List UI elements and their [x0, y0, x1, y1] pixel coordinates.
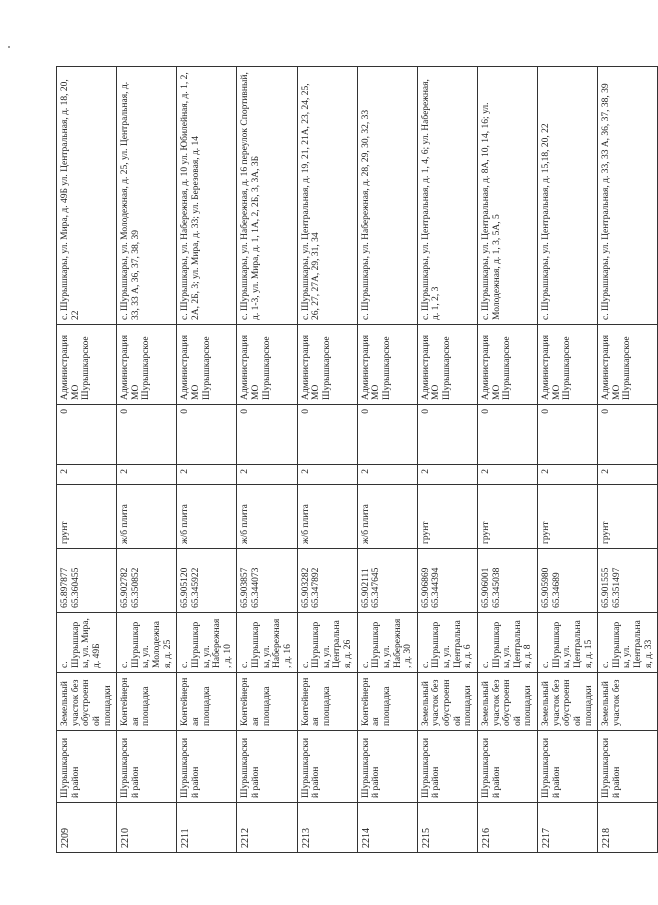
address-cell: с. Шурышкары, ул. Центральная, д. 33: [598, 613, 658, 673]
row-number: 2211: [177, 803, 237, 853]
container-count-cell: 2: [417, 465, 477, 485]
rotated-table-wrapper: [56, 67, 654, 853]
coordinates-cell: 65.902111 65.347645: [357, 549, 417, 613]
address-cell: с. Шурышкары, ул. Центральная, д. 6: [417, 613, 477, 673]
surface-cell: ж/б плита: [357, 485, 417, 549]
owner-cell: Администрация МО Шурышкарское: [177, 325, 237, 405]
volume-cell: 0: [57, 405, 117, 465]
district-cell: Шурышкарский район: [538, 731, 598, 803]
site-type-cell: Контейнерная площадка: [297, 673, 357, 731]
district-cell: Шурышкарский район: [177, 731, 237, 803]
table-row: [297, 67, 357, 853]
table-row: [357, 67, 417, 853]
coordinates-cell: 65.905120 65.345922: [177, 549, 237, 613]
container-count-cell: 2: [57, 465, 117, 485]
surface-cell: ж/б плита: [297, 485, 357, 549]
container-count-cell: 2: [237, 465, 297, 485]
container-count-cell: 2: [177, 465, 237, 485]
surface-cell: грунт: [477, 485, 537, 549]
served-addresses-cell: с. Шурышкары, ул. Центральная, д. 15,18, 20, 22: [538, 67, 598, 325]
surface-cell: ж/б плита: [117, 485, 177, 549]
container-count-cell: 2: [598, 465, 658, 485]
address-cell: с. Шурышкары, ул. Мира, д. 49Б: [57, 613, 117, 673]
site-type-cell: Контейнерная площадка: [177, 673, 237, 731]
coordinates-cell: 65.901555 65.351497: [598, 549, 658, 613]
waste-sites-table: [56, 66, 658, 853]
address-cell: с. Шурышкары, ул. Молодежная, д. 25: [117, 613, 177, 673]
surface-cell: ж/б плита: [237, 485, 297, 549]
district-cell: Шурышкарский район: [417, 731, 477, 803]
row-number: 2215: [417, 803, 477, 853]
surface-cell: грунт: [57, 485, 117, 549]
coordinates-cell: 65.906001 65.345038: [477, 549, 537, 613]
site-type-cell: Контейнерная площадка: [237, 673, 297, 731]
site-type-cell: Земельный участок без: [598, 673, 658, 731]
owner-cell: Администрация МО Шурышкарское: [117, 325, 177, 405]
table-row: [57, 67, 117, 853]
address-cell: с. Шурышкары, ул. Центральная, д. 8: [477, 613, 537, 673]
site-type-cell: Земельный участок без обустроенной площадки: [477, 673, 537, 731]
served-addresses-cell: с. Шурышкары, ул. Центральная, д. 1, 4, 6; ул. Набережная, д. 1, 2, 3: [417, 67, 477, 325]
coordinates-cell: 65.905980 65.34689: [538, 549, 598, 613]
served-addresses-cell: с. Шурышкары, ул. Центральная, д. 33, 33 А, 36, 37, 38, 39: [598, 67, 658, 325]
address-cell: с. Шурышкары, ул. Набережная, д. 30: [357, 613, 417, 673]
row-number: 2210: [117, 803, 177, 853]
table-row: [598, 67, 658, 853]
surface-cell: ж/б плита: [177, 485, 237, 549]
coordinates-cell: 65.903857 65.344073: [237, 549, 297, 613]
container-count-cell: 2: [297, 465, 357, 485]
coordinates-cell: 65.897877 65.360455: [57, 549, 117, 613]
district-cell: Шурышкарский район: [297, 731, 357, 803]
row-number: 2209: [57, 803, 117, 853]
table-row: [117, 67, 177, 853]
container-count-cell: 2: [117, 465, 177, 485]
owner-cell: Администрация МО Шурышкарское: [477, 325, 537, 405]
owner-cell: Администрация МО Шурышкарское: [538, 325, 598, 405]
table-row: [477, 67, 537, 853]
table-row: [538, 67, 598, 853]
owner-cell: Администрация МО Шурышкарское: [417, 325, 477, 405]
volume-cell: 0: [477, 405, 537, 465]
surface-cell: грунт: [417, 485, 477, 549]
volume-cell: 0: [538, 405, 598, 465]
row-number: 2218: [598, 803, 658, 853]
served-addresses-cell: с. Шурышкары, ул. Мира, д. 49Б ул. Центральная, д. 18, 20, 22: [57, 67, 117, 325]
owner-cell: Администрация МО Шурышкарское: [57, 325, 117, 405]
coordinates-cell: 65.902782 65.350852: [117, 549, 177, 613]
container-count-cell: 2: [357, 465, 417, 485]
site-type-cell: Земельный участок без обустроенной площадки: [57, 673, 117, 731]
container-count-cell: 2: [477, 465, 537, 485]
volume-cell: 0: [417, 405, 477, 465]
table-row: [417, 67, 477, 853]
site-type-cell: Контейнерная площадка: [357, 673, 417, 731]
row-number: 2216: [477, 803, 537, 853]
container-count-cell: 2: [538, 465, 598, 485]
address-cell: с. Шурышкары, ул. Набережная, д. 10: [177, 613, 237, 673]
served-addresses-cell: с. Шурышкары, ул. Набережная, д. 10 ул. Юбилейная, д. 1, 2, 2А, 2Б, 3; ул. Мира, д. 33; ул. Березовая, д. 14: [177, 67, 237, 325]
row-number: 2214: [357, 803, 417, 853]
volume-cell: 0: [297, 405, 357, 465]
owner-cell: Администрация МО Шурышкарское: [237, 325, 297, 405]
district-cell: Шурышкарский район: [357, 731, 417, 803]
coordinates-cell: 65.903282 65.347892: [297, 549, 357, 613]
volume-cell: 0: [117, 405, 177, 465]
row-number: 2217: [538, 803, 598, 853]
site-type-cell: Земельный участок без обустроенной площадки: [538, 673, 598, 731]
site-type-cell: Земельный участок без обустроенной площадки: [417, 673, 477, 731]
coordinates-cell: 65.906869 65.344394: [417, 549, 477, 613]
volume-cell: 0: [357, 405, 417, 465]
address-cell: с. Шурышкары, ул. Набережная, д. 16: [237, 613, 297, 673]
row-number: 2213: [297, 803, 357, 853]
served-addresses-cell: с. Шурышкары, ул. Набережная, д. 16 переулок Спортивный, д. 1-3, ул. Мира, д. 1, 1А, 2, 2Б, 3, 3А, 3Б: [237, 67, 297, 325]
table-row: [177, 67, 237, 853]
volume-cell: 0: [177, 405, 237, 465]
address-cell: с. Шурышкары, ул. Центральная, д. 15: [538, 613, 598, 673]
volume-cell: 0: [598, 405, 658, 465]
district-cell: Шурышкарский район: [117, 731, 177, 803]
owner-cell: Администрация МО Шурышкарское: [357, 325, 417, 405]
district-cell: Шурышкарский район: [57, 731, 117, 803]
table-row: [237, 67, 297, 853]
surface-cell: грунт: [598, 485, 658, 549]
district-cell: Шурышкарский район: [598, 731, 658, 803]
row-number: 2212: [237, 803, 297, 853]
scan-artifact: [8, 46, 10, 48]
served-addresses-cell: с. Шурышкары, ул. Набережная, д. 28, 29, 30, 32, 33: [357, 67, 417, 325]
site-type-cell: Контейнерная площадка: [117, 673, 177, 731]
district-cell: Шурышкарский район: [477, 731, 537, 803]
surface-cell: грунт: [538, 485, 598, 549]
served-addresses-cell: с. Шурышкары, ул. Центральная, д. 19, 21, 21А, 23, 24, 25, 26, 27, 27А, 29, 31, 34: [297, 67, 357, 325]
district-cell: Шурышкарский район: [237, 731, 297, 803]
owner-cell: Администрация МО Шурышкарское: [598, 325, 658, 405]
volume-cell: 0: [237, 405, 297, 465]
owner-cell: Администрация МО Шурышкарское: [297, 325, 357, 405]
served-addresses-cell: с. Шурышкары, ул. Центральная, д. 8А, 10, 14, 16; ул. Молодежная, д. 1, 3, 5А, 5: [477, 67, 537, 325]
address-cell: с. Шурышкары, ул. Центральная, д. 26: [297, 613, 357, 673]
served-addresses-cell: с. Шурышкары, ул. Молодежная, д. 25, ул. Центральная, д. 33, 33 А, 36, 37, 38, 39: [117, 67, 177, 325]
